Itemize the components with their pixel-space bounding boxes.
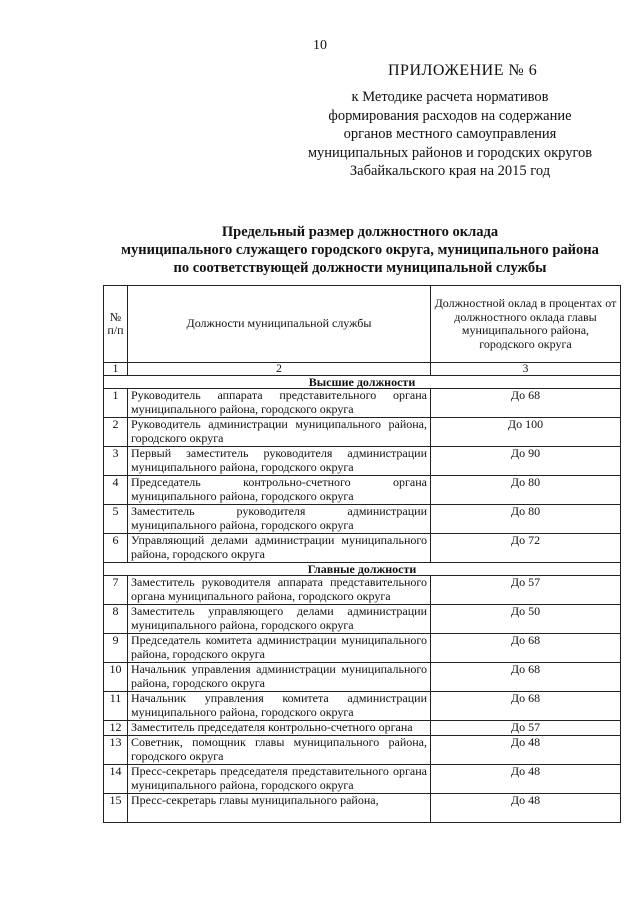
column-number: 3 <box>431 363 621 376</box>
row-number: 11 <box>104 692 128 721</box>
header-salary: Должностной оклад в процентах от должностного оклада главы муниципального района, городского округа <box>431 286 621 363</box>
salary-cell: До 68 <box>431 692 621 721</box>
table-row <box>104 634 621 663</box>
column-number: 1 <box>104 363 128 376</box>
salary-cell: До 80 <box>431 476 621 505</box>
position-text: Первый заместитель руководителя администрации муниципального района, городского округа <box>131 446 427 474</box>
row-number: 7 <box>104 576 128 605</box>
salary-cell: До 48 <box>431 794 621 823</box>
method-line: к Методике расчета нормативов <box>351 89 549 105</box>
table-row <box>104 663 621 692</box>
position-text: Заместитель председателя контрольно-счетного органа <box>131 720 413 734</box>
table-row <box>104 534 621 563</box>
row-number: 6 <box>104 534 128 563</box>
salary-cell: До 57 <box>431 576 621 605</box>
salary-cell: До 68 <box>431 634 621 663</box>
position-cell <box>128 534 431 563</box>
section-name: Главные должности <box>104 563 621 576</box>
salary-cell: До 68 <box>431 663 621 692</box>
position-cell <box>128 736 431 765</box>
position-text: Пресс-секретарь председателя представительного органа муниципального района, городского округа <box>131 764 427 792</box>
row-number: 3 <box>104 447 128 476</box>
table-row <box>104 418 621 447</box>
table-row <box>104 605 621 634</box>
header-num: № п/п <box>104 286 128 363</box>
row-number: 10 <box>104 663 128 692</box>
position-cell <box>128 794 431 823</box>
salary-cell: До 72 <box>431 534 621 563</box>
position-cell <box>128 505 431 534</box>
position-cell <box>128 765 431 794</box>
row-number: 4 <box>104 476 128 505</box>
salary-cell: До 68 <box>431 389 621 418</box>
table-row <box>104 794 621 823</box>
position-cell <box>128 605 431 634</box>
position-cell <box>128 576 431 605</box>
table-row <box>104 447 621 476</box>
page-number: 10 <box>313 38 327 53</box>
position-text: Руководитель администрации муниципального района, городского округа <box>131 417 427 445</box>
table-row <box>104 721 621 736</box>
section-name: Высшие должности <box>104 376 621 389</box>
title-line: по соответствующей должности муниципальной службы <box>173 260 547 276</box>
position-text: Заместитель руководителя администрации муниципального района, городского округа <box>131 504 427 532</box>
position-text: Руководитель аппарата представительного органа муниципального района, городского округа <box>131 388 427 416</box>
salary-cell: До 48 <box>431 765 621 794</box>
table-row <box>104 505 621 534</box>
position-text: Начальник управления администрации муниципального района, городского округа <box>131 662 427 690</box>
method-line: формирования расходов на содержание <box>328 107 572 124</box>
row-number: 8 <box>104 605 128 634</box>
salary-cell: До 50 <box>431 605 621 634</box>
position-text: Заместитель руководителя аппарата представительного органа муниципального района, городского округа <box>131 575 427 603</box>
section-header-row <box>104 563 621 576</box>
section-header-row <box>104 376 621 389</box>
salary-cell: До 100 <box>431 418 621 447</box>
row-number: 14 <box>104 765 128 794</box>
position-cell <box>128 476 431 505</box>
row-number: 12 <box>104 721 128 736</box>
method-line: муниципальных районов и городских округов <box>307 144 593 161</box>
position-cell <box>128 634 431 663</box>
table-row <box>104 692 621 721</box>
method-reference <box>300 88 600 181</box>
row-number: 5 <box>104 505 128 534</box>
title-line: Предельный размер должностного оклада <box>221 224 499 240</box>
row-number: 2 <box>104 418 128 447</box>
position-text: Начальник управления комитета администрации муниципального района, городского округа <box>131 691 427 719</box>
page-bottom <box>100 842 625 905</box>
position-text: Советник, помощник главы муниципального района, городского округа <box>131 735 427 763</box>
title-line: муниципального служащего городского округа, муниципального района <box>121 242 599 258</box>
position-text: Председатель комитета администрации муниципального района, городского округа <box>131 633 427 661</box>
position-cell <box>128 389 431 418</box>
row-number: 13 <box>104 736 128 765</box>
position-cell <box>128 418 431 447</box>
header-position: Должности муниципальной службы <box>128 286 431 363</box>
salary-cell: До 57 <box>431 721 621 736</box>
salary-table <box>103 285 621 823</box>
table-header-row <box>104 286 621 363</box>
position-text: Заместитель управляющего делами администрации муниципального района, городского округа <box>131 604 427 632</box>
position-cell <box>128 447 431 476</box>
table-row <box>104 736 621 765</box>
method-line: Забайкальского края на 2015 год <box>349 163 551 179</box>
row-number: 1 <box>104 389 128 418</box>
position-cell <box>128 721 431 736</box>
position-text: Управляющий делами администрации муниципального района, городского округа <box>131 533 427 561</box>
row-number: 15 <box>104 794 128 823</box>
table-row <box>104 389 621 418</box>
position-text: Пресс-секретарь главы муниципального района, <box>131 793 379 807</box>
table-row <box>104 765 621 794</box>
salary-cell: До 80 <box>431 505 621 534</box>
document-title <box>90 223 630 277</box>
position-text: Председатель контрольно-счетного органа муниципального района, городского округа <box>131 475 427 503</box>
table-row <box>104 576 621 605</box>
position-cell <box>128 663 431 692</box>
column-number: 2 <box>128 363 431 376</box>
salary-cell: До 90 <box>431 447 621 476</box>
method-line: органов местного самоуправления <box>343 126 557 142</box>
salary-cell: До 48 <box>431 736 621 765</box>
column-number-row <box>104 363 621 376</box>
row-number: 9 <box>104 634 128 663</box>
table-row <box>104 476 621 505</box>
position-cell <box>128 692 431 721</box>
appendix-title: ПРИЛОЖЕНИЕ № 6 <box>388 62 538 79</box>
